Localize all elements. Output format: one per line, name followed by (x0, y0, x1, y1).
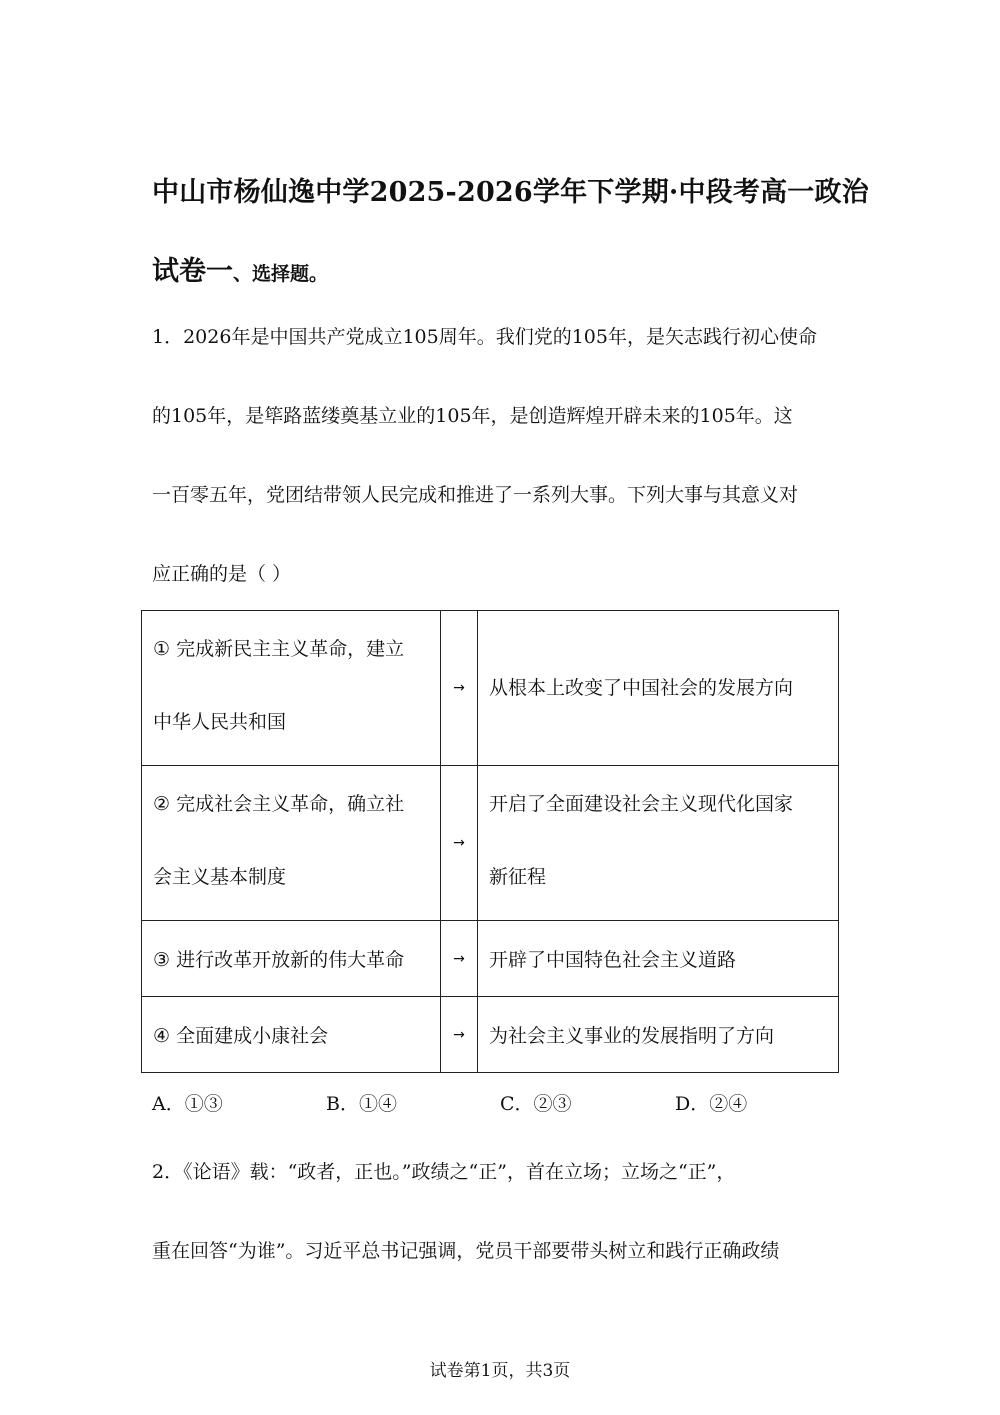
page-footer: 试卷第1页，共3页 (429, 1361, 571, 1381)
meaning-cell (478, 921, 839, 997)
option-a[interactable]: A．①③ (152, 1093, 223, 1115)
arrow-cell: → (441, 921, 478, 997)
question-1-line-1: 1．2026年是中国共产党成立105周年。我们党的105年，是矢志践行初心使命 (152, 326, 817, 348)
arrow-cell: → (441, 997, 478, 1073)
event-text: ④ 全面建成小康社会 (153, 1025, 329, 1047)
event-text: 会主义基本制度 (153, 866, 287, 888)
exam-title-continued (152, 249, 328, 288)
question-2-line-2: 重在回答“为谁”。习近平总书记强调，党员干部要带头树立和践行正确政绩 (152, 1240, 780, 1262)
question-2-line-1: 2．《论语》载：“政者，正也。”政绩之“正”，首在立场；立场之“正”， (152, 1161, 736, 1183)
option-c[interactable]: C．②③ (500, 1093, 572, 1115)
meaning-text: 开辟了中国特色社会主义道路 (489, 949, 737, 971)
arrow-cell: → (441, 766, 478, 921)
title-suffix: 试卷一 (152, 256, 233, 287)
section-heading: 、选择题。 (233, 263, 329, 285)
table-row (142, 611, 839, 766)
event-text: ③ 进行改革开放新的伟大革命 (153, 949, 405, 971)
meaning-text: 为社会主义事业的发展指明了方向 (489, 1025, 775, 1047)
event-text: 中华人民共和国 (153, 711, 287, 733)
question-1-line-3: 一百零五年，党团结带领人民完成和推进了一系列大事。下列大事与其意义对 (152, 484, 799, 506)
option-d[interactable]: D．②④ (675, 1093, 748, 1115)
table-row (142, 997, 839, 1073)
event-cell (142, 997, 441, 1073)
meaning-text: 开启了全面建设社会主义现代化国家 (489, 793, 794, 815)
event-cell (142, 766, 441, 921)
event-cell (142, 921, 441, 997)
event-text: ② 完成社会主义革命，确立社 (153, 793, 405, 815)
arrow-cell: → (441, 611, 478, 766)
meaning-cell (478, 611, 839, 766)
event-cell (142, 611, 441, 766)
table-row (142, 921, 839, 997)
meaning-cell (478, 766, 839, 921)
question-1-line-4: 应正确的是（ ） (152, 563, 292, 585)
meaning-cell (478, 997, 839, 1073)
table-row (142, 766, 839, 921)
meaning-text: 从根本上改变了中国社会的发展方向 (489, 677, 794, 699)
question-1-line-2: 的105年，是筚路蓝缕奠基立业的105年，是创造辉煌开辟未来的105年。这 (152, 405, 793, 427)
exam-title: 中山市杨仙逸中学2025-2026学年下学期·中段考高一政治 (152, 177, 869, 208)
events-table (141, 610, 839, 1073)
event-text: ① 完成新民主主义革命，建立 (153, 638, 405, 660)
option-b[interactable]: B．①④ (326, 1093, 397, 1115)
meaning-text: 新征程 (489, 866, 547, 888)
